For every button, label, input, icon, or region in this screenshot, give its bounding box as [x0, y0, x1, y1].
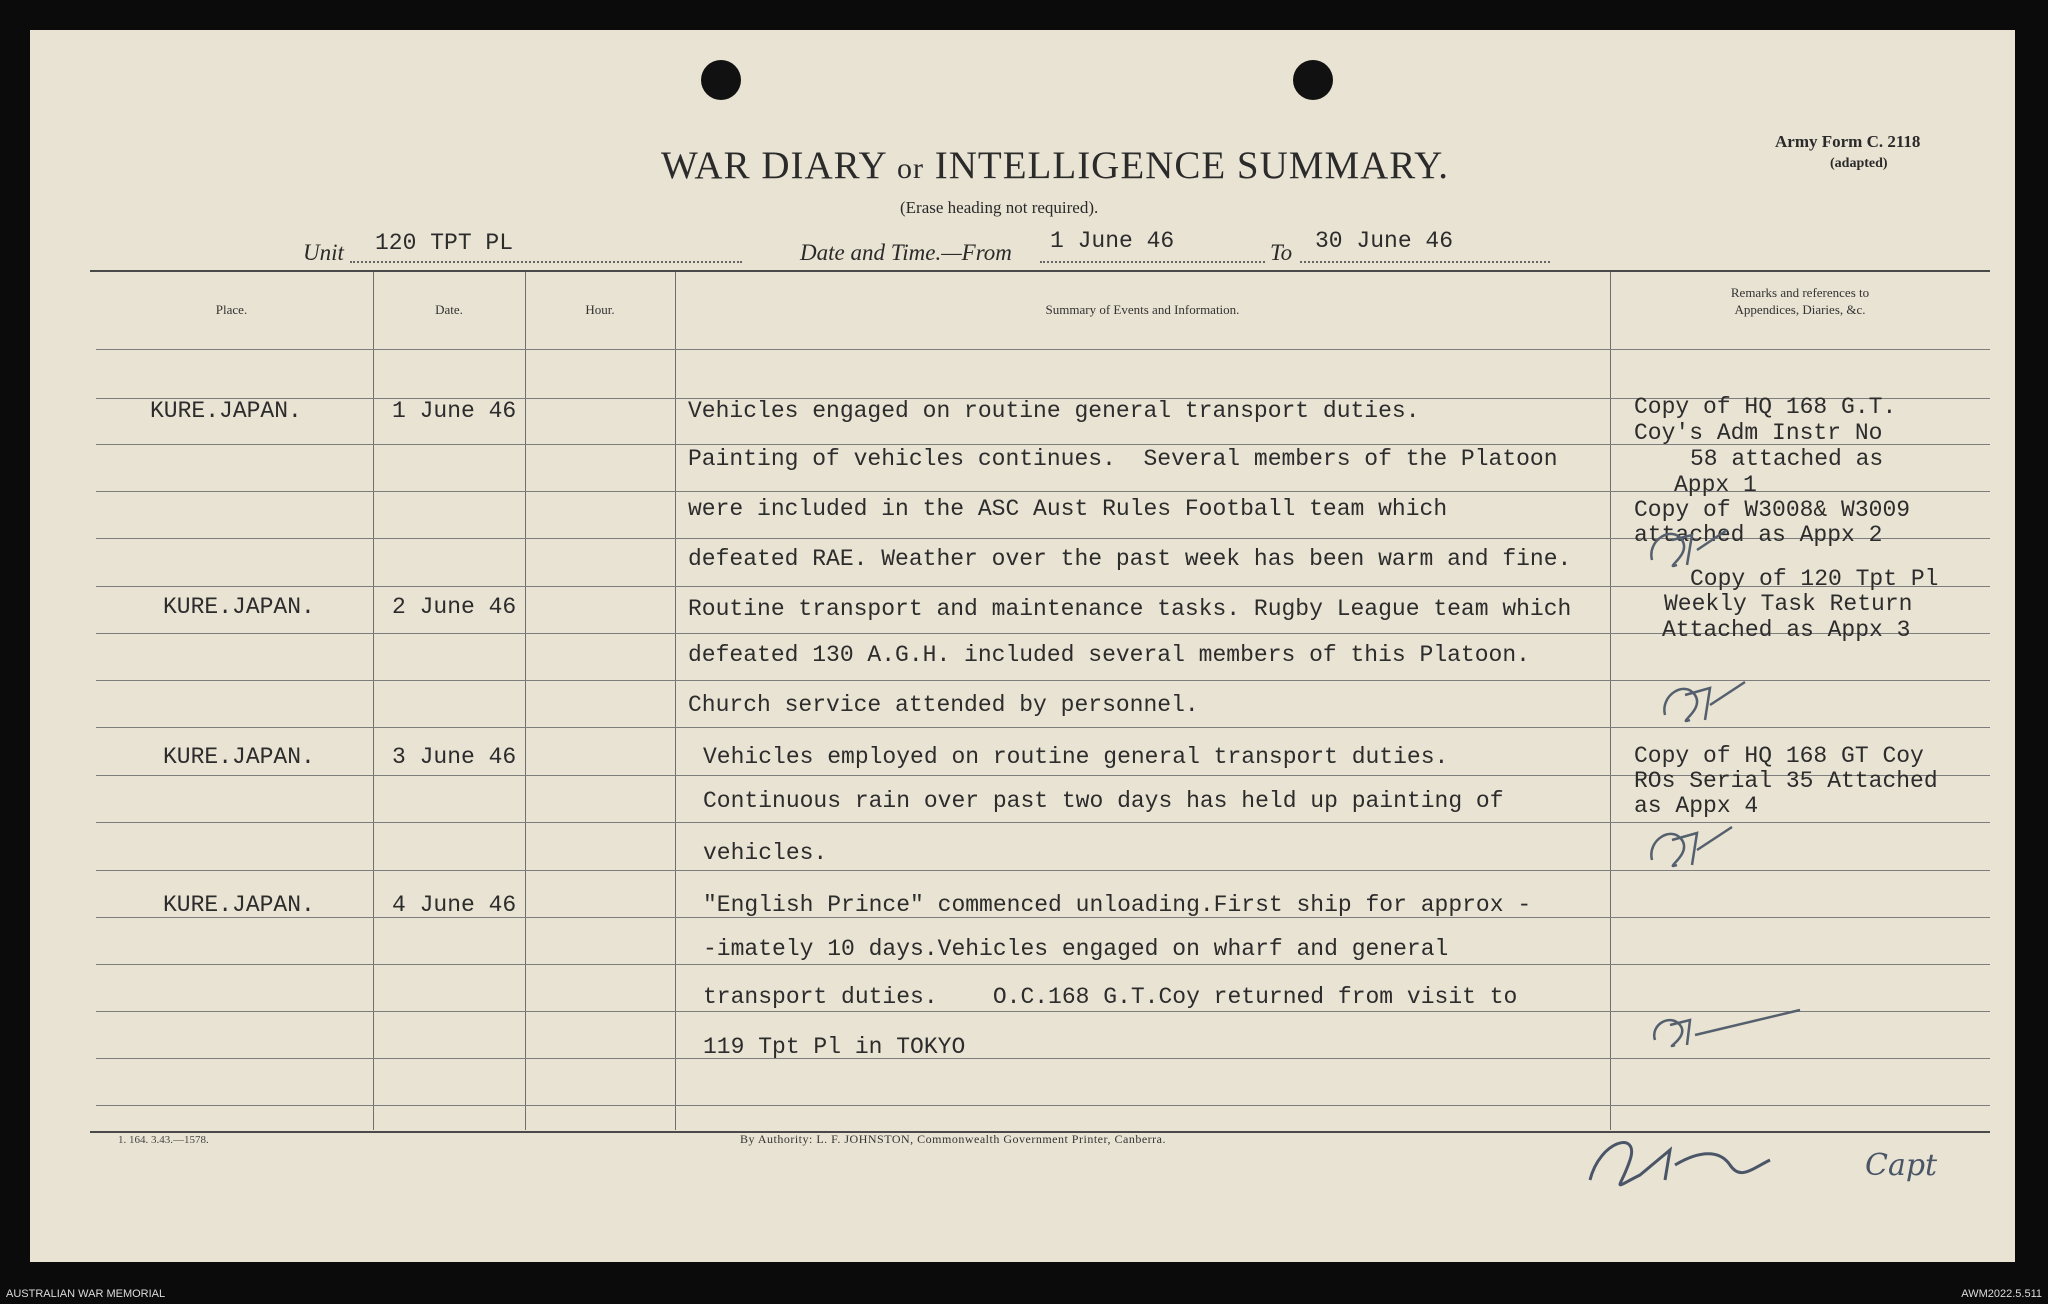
entry-2-place: KURE.JAPAN. [163, 594, 315, 620]
punch-hole-left [701, 60, 741, 100]
unit-dotted-line [350, 261, 742, 263]
unit-label: Unit [303, 240, 344, 265]
entry-2-date: 2 June 46 [392, 594, 517, 620]
entry-3-line-3: vehicles. [703, 840, 828, 866]
entry-4-line-4: 119 Tpt Pl in TOKYO [703, 1034, 966, 1060]
form-print-code: 1. 164. 3.43.—1578. [118, 1134, 209, 1146]
entry-3-remark-1: Copy of HQ 168 GT Coy [1634, 743, 1924, 769]
entry-3-date: 3 June 46 [392, 744, 517, 770]
archive-caption-right: AWM2022.5.511 [1961, 1288, 2042, 1300]
entry-3-remark-3: as Appx 4 [1634, 793, 1759, 819]
entry-3-line-1: Vehicles employed on routine general transport duties. [703, 744, 1449, 770]
header-rule [96, 349, 1990, 350]
army-form-adapted: (adapted) [1830, 156, 1888, 171]
entry-2-line-2: defeated 130 A.G.H. included several members of this Platoon. [688, 642, 1530, 668]
column-header-summary: Summary of Events and Information. [1045, 302, 1240, 317]
entry-1-place: KURE.JAPAN. [150, 398, 302, 424]
title-war-diary: WAR DIARY [660, 144, 887, 187]
title-intelligence-summary: INTELLIGENCE SUMMARY. [934, 144, 1450, 187]
entry-2-remark-1: Copy of 120 Tpt Pl [1690, 566, 1939, 592]
printer-authority: By Authority: L. F. JOHNSTON, Commonwealth Government Printer, Canberra. [740, 1132, 1166, 1146]
to-dotted-line [1300, 261, 1550, 263]
page-title [595, 143, 1515, 188]
column-header-date: Date. [435, 302, 463, 317]
entry-4-line-3: transport duties. O.C.168 G.T.Coy returned from visit to [703, 984, 1518, 1010]
initials-mark [1642, 520, 1732, 580]
army-form-number: Army Form C. 2118 [1775, 132, 1921, 151]
signature-rank: Capt [1865, 1148, 1938, 1183]
entry-1-remark-5: Copy of W3008& W3009 [1634, 497, 1911, 523]
column-header-place: Place. [215, 302, 248, 317]
column-divider [1610, 272, 1611, 1130]
entry-2-remark-2: Weekly Task Return [1664, 591, 1913, 617]
entry-3-line-2: Continuous rain over past two days has held up painting of [703, 788, 1504, 814]
to-date-value: 30 June 46 [1315, 228, 1454, 254]
column-header-hour: Hour. [585, 302, 615, 317]
initials-mark [1655, 670, 1750, 730]
entry-1-remark-4: Appx 1 [1674, 472, 1757, 498]
entry-2-line-1: Routine transport and maintenance tasks. Rugby League team which [688, 596, 1572, 622]
to-label: To [1270, 240, 1293, 265]
title-or: or [897, 152, 924, 185]
punch-hole-right [1293, 60, 1333, 100]
entry-1-line-1: Vehicles engaged on routine general transport duties. [688, 398, 1420, 424]
entry-4-line-1: "English Prince" commenced unloading.First ship for approx - [703, 892, 1532, 918]
ruled-line [96, 1105, 1990, 1106]
entry-3-remark-2: ROs Serial 35 Attached [1634, 768, 1938, 794]
war-diary-page [30, 30, 2015, 1262]
from-dotted-line [1040, 261, 1265, 263]
column-divider [525, 272, 526, 1130]
entry-1-line-2: Painting of vehicles continues. Several members of the Platoon [688, 446, 1558, 472]
officer-signature [1580, 1120, 1840, 1200]
entry-1-remark-1: Copy of HQ 168 G.T. [1634, 394, 1897, 420]
entry-1-line-4: defeated RAE. Weather over the past week has been warm and fine. [688, 546, 1572, 572]
table-top-rule [90, 270, 1990, 272]
column-header-remarks-line1: Remarks and references to [1730, 285, 1870, 300]
column-divider [373, 272, 374, 1130]
entry-1-remark-2: Coy's Adm Instr No [1634, 420, 1883, 446]
entry-1-remark-6: attached as Appx 2 [1634, 522, 1883, 548]
entry-1-remark-3: 58 attached as [1690, 446, 1884, 472]
entry-4-date: 4 June 46 [392, 892, 517, 918]
entry-1-date: 1 June 46 [392, 398, 517, 424]
ruled-line [96, 1058, 1990, 1059]
from-date-value: 1 June 46 [1050, 228, 1175, 254]
entry-4-place: KURE.JAPAN. [163, 892, 315, 918]
entry-4-line-2: -imately 10 days.Vehicles engaged on wharf and general [703, 936, 1449, 962]
archive-caption-left: AUSTRALIAN WAR MEMORIAL [6, 1288, 166, 1300]
column-divider [675, 272, 676, 1130]
entry-2-remark-3: Attached as Appx 3 [1662, 617, 1911, 643]
entry-2-line-3: Church service attended by personnel. [688, 692, 1199, 718]
entry-1-line-3: were included in the ASC Aust Rules Football team which [688, 496, 1448, 522]
unit-value: 120 TPT PL [375, 230, 514, 256]
date-time-from-label: Date and Time.—From [800, 240, 1012, 265]
column-header-remarks-line2: Appendices, Diaries, &c. [1734, 302, 1866, 317]
erase-note: (Erase heading not required). [900, 198, 1099, 217]
ruled-line [96, 964, 1990, 965]
initials-mark [1642, 815, 1737, 875]
initials-mark [1645, 1005, 1805, 1055]
entry-3-place: KURE.JAPAN. [163, 744, 315, 770]
